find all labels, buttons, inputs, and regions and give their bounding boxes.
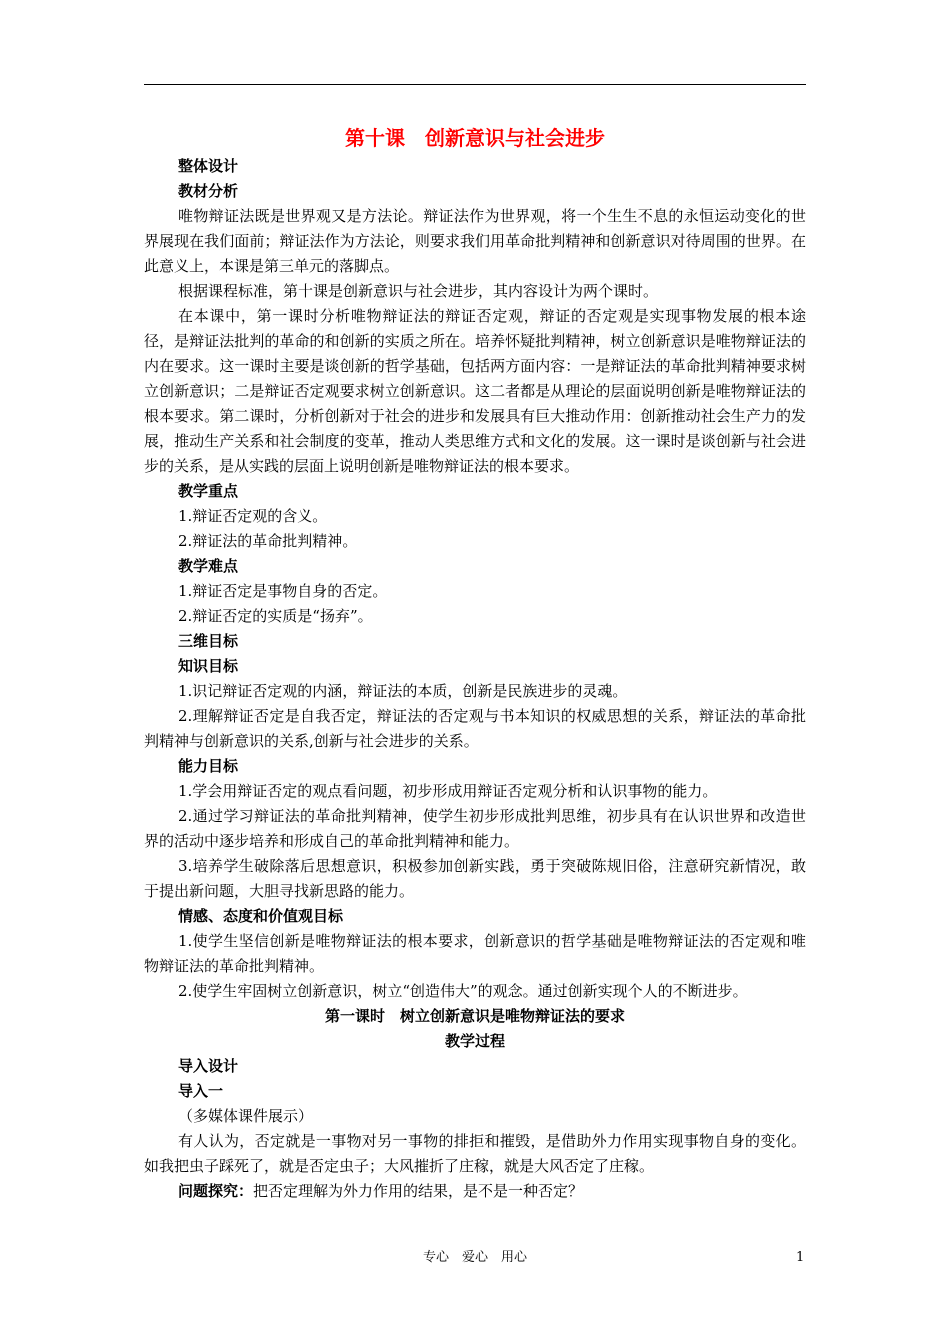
knowledge-goal-1: 1.识记辩证否定观的内涵，辩证法的本质，创新是民族进步的灵魂。 <box>178 682 628 700</box>
page-number: 1 <box>796 1250 805 1265</box>
paragraph-intro: 有人认为，否定就是一事物对另一事物的排拒和摧毁，是借助外力作用实现事物自身的变化。如我把虫子踩死了，就是否定虫子；大风摧折了庄稼，就是大风否定了庄稼。 <box>144 1132 806 1175</box>
key-point-1: 1.辩证否定观的含义。 <box>178 507 328 525</box>
emotion-goal-2: 2.使学生牢固树立创新意识，树立“创造伟大”的观念。通过创新实现个人的不断进步。 <box>178 982 748 1000</box>
difficulty-1: 1.辩证否定是事物自身的否定。 <box>178 582 388 600</box>
heading-emotion-goals: 情感、态度和价值观目标 <box>178 907 344 925</box>
heading-knowledge-goals: 知识目标 <box>178 657 239 675</box>
question-inquiry <box>144 1179 806 1204</box>
ability-goal-3: 3.培养学生破除落后思想意识，积极参加创新实践，勇于突破陈规旧俗，注意研究新情况，敢于提出新问题，大胆寻找新思路的能力。 <box>144 857 806 900</box>
heading-ability-goals: 能力目标 <box>178 757 239 775</box>
difficulty-2: 2.辩证否定的实质是“扬弃”。 <box>178 607 373 625</box>
ability-goal-2: 2.通过学习辩证法的革命批判精神，使学生初步形成批判思维，初步具有在认识世界和改造世界的活动中逐步培养和形成自己的革命批判精神和能力。 <box>144 807 806 850</box>
heading-key-points: 教学重点 <box>178 482 239 500</box>
paragraph-material-1: 唯物辩证法既是世界观又是方法论。辩证法作为世界观，将一个生生不息的永恒运动变化的世界展现在我们面前；辩证法作为方法论，则要求我们用革命批判精神和创新意识对待周围的世界。在此意义上，本课是第三单元的落脚点。 <box>144 207 806 275</box>
teaching-process-title: 教学过程 <box>444 1032 505 1050</box>
paragraph-material-3: 在本课中，第一课时分析唯物辩证法的辩证否定观，辩证的否定观是实现事物发展的根本途径，是辩证法批判的革命的和创新的实质之所在。培养怀疑批判精神，树立创新意识是唯物辩证法的内在要求。这一课时主要是谈创新的哲学基础，包括两方面内容：一是辩证法的革命批判精神要求树立创新意识；二是辩证否定观要求树立创新意识。这二者都是从理论的层面说明创新是唯物辩证法的根本要求。第二课时，分析创新对于社会的进步和发展具有巨大推动作用：创新推动社会生产力的发展，推动生产关系和社会制度的变革，推动人类思维方式和文化的发展。这一课时是谈创新与社会进步的关系，是从实践的层面上说明创新是唯物辩证法的根本要求。 <box>144 307 806 475</box>
ability-goal-1: 1.学会用辩证否定的观点看问题，初步形成用辩证否定观分析和认识事物的能力。 <box>178 782 718 800</box>
question-text: 把否定理解为外力作用的结果，是不是一种否定？ <box>253 1182 584 1200</box>
knowledge-goal-2: 2.理解辩证否定是自我否定，辩证法的否定观与书本知识的权威思想的关系，辩证法的革命批判精神与创新意识的关系,创新与社会进步的关系。 <box>144 707 806 750</box>
heading-difficulties: 教学难点 <box>178 557 239 575</box>
header-rule <box>144 84 806 85</box>
document-body <box>144 122 806 1204</box>
document-title: 第十课 创新意识与社会进步 <box>345 126 605 150</box>
heading-overall-design: 整体设计 <box>178 157 239 175</box>
key-point-2: 2.辩证法的革命批判精神。 <box>178 532 358 550</box>
emotion-goal-1: 1.使学生坚信创新是唯物辩证法的根本要求，创新意识的哲学基础是唯物辩证法的否定观和唯物辩证法的革命批判精神。 <box>144 932 806 975</box>
paragraph-material-2: 根据课程标准，第十课是创新意识与社会进步，其内容设计为两个课时。 <box>178 282 659 300</box>
heading-intro-design: 导入设计 <box>178 1057 239 1075</box>
multimedia-note: （多媒体课件展示） <box>178 1107 314 1125</box>
heading-intro-one: 导入一 <box>178 1082 224 1100</box>
heading-three-goals: 三维目标 <box>178 632 239 650</box>
heading-material-analysis: 教材分析 <box>178 182 239 200</box>
lesson-one-title: 第一课时 树立创新意识是唯物辩证法的要求 <box>324 1007 625 1025</box>
question-label: 问题探究： <box>178 1182 254 1200</box>
footer-motto: 专心 爱心 用心 <box>422 1250 527 1265</box>
